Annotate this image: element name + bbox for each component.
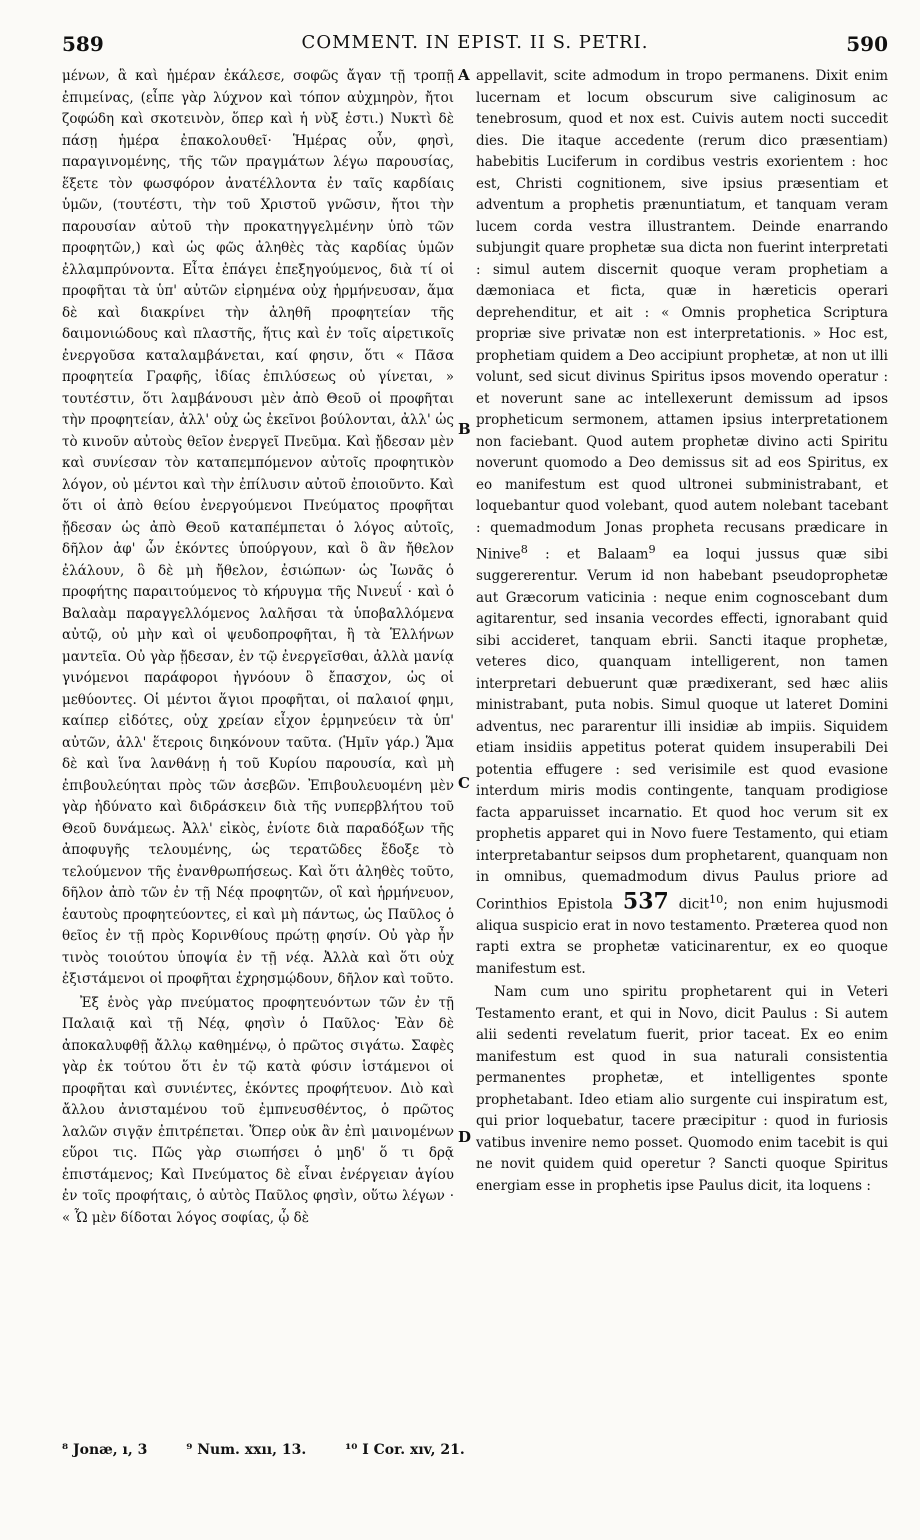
latin-text-column [476,66,888,1197]
page-number-left: 589 [62,32,104,56]
latin-paragraph: Nam cum uno spiritu prophetarent qui in Veteri Testamento erant, et qui in Novo, dicit Paulus : Si autem alii sedenti revelatum fuerit, prior taceat. Ex eo enim manifestum est quod in sua naturali consistentia permanentes prophetæ, et intelligentes sponte prophetabant. Ideo etiam alio surgente cui inspiratum est, qui prior loquebatur, tacere præcipitur : quod in furiosis vatibus invenire nemo posset. Quomodo enim tacebit is qui ne novit quidem quid operetur ? Sancti quoque Spiritus energiam esse in prophetis ipse Paulus dicit, ita loquens : [476,984,888,1194]
footnote: ⁸ Jonæ, ı, 3 [62,1442,148,1458]
footnotes [62,1442,888,1458]
greek-paragraph: μένων, ἃ καὶ ἡμέραν ἐκάλεσε, σοφῶς ἄγαν τῇ τροπῇ ἐπιμείνας, (εἶπε γὰρ λύχνον καὶ τόπον αὐχμηρὸν, ἤτοι ζοφώδη καὶ σκοτεινὸν, ὅπερ καὶ ἡ νὺξ ἐστι.) Νυκτὶ δὲ πάσῃ ἡμέρα ἐπακολουθεῖ· Ἡμέρας οὖν, φησὶ, παραγινομένης, τῆς τῶν πραγμάτων λέγω παρουσίας, ἕξετε τὸν φωσφόρον ἀνατέλλοντα ἐν ταῖς καρδίαις ὑμῶν, (τουτέστι, τὴν τοῦ Χριστοῦ γνῶσιν, ἤτοι τὴν παρουσίαν αὐτοῦ τὴν προκατηγγελμένην ὑπὸ τῶν προφητῶν,) καὶ ὡς φῶς ἀληθὲς τὰς καρδίας ὑμῶν ἐλλαμπρύνοντα. Εἶτα ἐπάγει ἐπεξηγούμενος, διὰ τί οἱ προφῆται τὰ ὑπ' αὐτῶν εἰρημένα οὐχ ἡρμήνευσαν, ἅμα δὲ καὶ διακρίνει τὴν ἀληθῆ προφητείαν τῆς δαιμονιώδους καὶ πλαστῆς, ἥτις καὶ ἐν τοῖς αἱρετικοῖς ἐνεργοῦσα καταλαμβάνεται, καί φησιν, ὅτι « Πᾶσα προφητεία Γραφῆς, ἰδίας ἐπιλύσεως οὐ γίνεται, » τουτέστιν, ὅτι λαμβάνουσι μὲν ἀπὸ Θεοῦ οἱ προφῆται τὴν προφητείαν, ἀλλ' οὐχ ὡς ἐκεῖνοι βούλονται, ἀλλ' ὡς τὸ κινοῦν αὐτοὺς θεῖον ἐνεργεῖ Πνεῦμα. Καὶ ᾔδεσαν μὲν καὶ συνίεσαν τὸν καταπεμπόμενον αὐτοῖς προφητικὸν λόγον, οὐ μέντοι καὶ τὴν ἐπίλυσιν αὐτοῦ ἐποιοῦντο. Καὶ ὅτι οἱ ἀπὸ θείου ἐνεργούμενοι Πνεύματος προφῆται ᾔδεσαν ὡς ἀπὸ Θεοῦ καταπέμπεται ὁ λόγος αὐτοῖς, δῆλον ἀφ' ὧν ἑκόντες ὑπούργουν, καὶ ὃ ἂν ἤθελον ἐλάλουν, ὃ δὲ μὴ ἤθελον, ἐσιώπων· ὡς Ἰωνᾶς ὁ προφήτης παραιτούμενος τὸ κήρυγμα τῆς Νινευΐ · καὶ ὁ Βαλαὰμ παραγγελλόμενος λαλῆσαι τὰ ὑποβαλλόμενα αὐτῷ, οὐ μὴν καὶ οἱ ψευδοπροφῆται, ἢ τὰ Ἑλλήνων μαντεῖα. Οὐ γὰρ ᾔδεσαν, ἐν τῷ ἐνεργεῖσθαι, ἀλλὰ μανίᾳ γινόμενοι παράφοροι ἠγνόουν ὃ ἔπασχον, ὡς οἱ μεθύοντες. Οἱ μέντοι ἅγιοι προφῆται, οἱ παλαιοί φημι, καίπερ εἰδότες, οὐχ χρείαν εἶχον ἑρμηνεύειν τὰ ὑπ' αὐτῶν, ἀλλ' ἕτεροις διηκόνουν ταῦτα. (Ἡμῖν γάρ.) Ἅμα δὲ καὶ ἵνα λανθάνῃ ἡ τοῦ Κυρίου παρουσία, καὶ μὴ ἐπιβουλεύηται πρὸς τῶν ἀσεβῶν. Ἐπιβουλευομένη μὲν γὰρ ἠδύνατο καὶ διδράσκειν διὰ τῆς νυπερβλήτου τοῦ Θεοῦ δυνάμεως. Ἀλλ' εἰκὸς, ἐνίοτε διὰ παραδόξων τῆς ἀποφυγῆς τελουμένης, ὡς τερατῶδες ἔδοξε τὸ τελούμενον τῆς ἐνανθρωπήσεως. Καὶ ὅτι ἀληθὲς τοῦτο, δῆλον ἀπὸ τῶν ἐν τῇ Νέᾳ προφητῶν, οἳ καὶ ἡρμήνευον, ἑαυτοὺς προφητεύοντες, εἰ καὶ μὴ πάντως, ὡς Παῦλος ὁ θεῖος ἐν τῇ πρὸς Κορινθίους πρώτῃ φησίν. Οὐ γὰρ ἦν τινὸς τοιούτου ὑποψία ἐν τῇ νέᾳ. Ἀλλὰ καὶ ὅτι οὐχ ἐξιστάμενοι οἱ προφῆται ἐχρησμῴδουν, δῆλον καὶ τοῦτο. [62,68,454,987]
footnote: ¹⁰ I Cor. xıv, 21. [345,1442,465,1458]
latin-paragraph [476,66,888,980]
footnote-ref: 10 [709,892,724,906]
margin-marker-d: D [458,1128,472,1146]
page-number-right: 590 [846,32,888,56]
greek-paragraph: Ἐξ ἑνὸς γὰρ πνεύματος προφητευόντων τῶν ἐν τῇ Παλαιᾷ καὶ τῇ Νέᾳ, φησὶν ὁ Παῦλος· Ἐὰν δὲ ἀποκαλυφθῇ ἄλλῳ καθημένῳ, ὁ πρῶτος σιγάτω. Σαφὲς γὰρ ἐκ τούτου ὅτι ἐν τῷ κατὰ φύσιν ἱστάμενοι οἱ προφῆται καὶ συνιέντες, ἑκόντες προφήτευον. Διὸ καὶ ἄλλου ἀνισταμένου τοῦ ἐμπνευσθέντος, ὁ πρῶτος λαλῶν σιγᾷν ἐπιτρέπεται. Ὅπερ οὐκ ἂν ἐπὶ μαινομένων εὕροι τις. Πῶς γὰρ σιωπήσει ὁ μηδ' ὅ τι δρᾷ ἐπιστάμενος; Καὶ Πνεύματος δὲ εἶναι ἐνέργειαν ἁγίου ἐν τοῖς προφήταις, ὁ αὐτὸς Παῦλος φησὶν, οὕτω λέγων · « Ὧ μὲν δίδοται λόγος σοφίας, ᾧ δὲ [62,994,454,1226]
margin-marker-c: C [458,774,470,792]
latin-text: ea loqui jussus quæ sibi suggererentur. Verum id non habebant pseudoprophetæ aut Græcorum vaticinia : neque enim cognoscebant dum agitarentur, sed insania vecordes effecti, ignorabant quid sibi accideret, tanquam ebrii. Sancti itaque prophetæ, veteres dico, quanquam intelligerent, non tamen interpretari debuerunt quæ prædixerant, sed hæc aliis ministrabant, puta nobis. Simul quoque ut lateret Domini adventus, nec pararentur illi insidiæ ab impiis. Siquidem etiam insidiis appetitus poterat quidem insuperabili Dei potentia effugere : sed verisimile est quod evasione interdum miris modis contingente, tanquam prodigiose facta apparuisset incarnatio. Et quod hoc verum sit ex prophetis apparet qui in Novo fuere Testamento, qui etiam interpretabantur seipsos dum prophetarent, quanquam non in omnibus, quemadmodum divus Paulus priore ad Corinthios Epistola [476,546,888,912]
running-header [62,32,888,62]
greek-text-column [62,66,454,1229]
latin-text: ; non enim hujusmodi aliqua suspicio erat in novo testamento. Præterea quod non rapti extra se prophetæ vaticinarentur, ex eo quoque manifestum est. [476,896,888,977]
footnote: ⁹ Num. xxıı, 13. [186,1442,307,1458]
latin-text: : et Balaam [527,546,649,563]
latin-text: dicit [668,896,709,912]
latin-text: appellavit, scite admodum in tropo permanens. Dixit enim lucernam et locum obscurum sive caliginosum ac tenebrosum, quod et nox est. Cuivis autem nocti succedit dies. Die itaque accedente (rerum dico præsentiam) habebitis Luciferum in cordibus vestris exorientem : hoc est, Christi cognitionem, sive ipsius præsentiam et adventum a prophetis prænuntiatum, et tanquam veram lucem corda vestra illustrantem. Deinde enarrando subjungit quare prophetæ sua dicta non fuerint interpretati : simul autem discernit quoque veram prophetiam a dæmoniaca et ficta, quæ in hæreticis operari deprehenditur, et ait : « Omnis prophetica Scriptura propriæ sive privatæ non est interpretationis. » Hoc est, prophetiam quidem a Deo accipiunt prophetæ, at non ut illi volunt, sed sicut divinus Spiritus ipsos movendo operatur : et noverunt sane ac intellexerunt demissum ad ipsos propheticum sermonem, attamen ipsius interpretationem non faciebant. Quod autem prophetæ divino acti Spiritu noverunt quomodo a Deo demissus sit ad eos Spiritus, ex eo manifestum est quod ultronei subministrabant, et loquebantur quod volebant, quod autem nolebant tacebant : quemadmodum Jonas propheta recusans prædicare in Ninive [476,68,888,563]
column-number: 537 [622,888,669,914]
margin-marker-a: A [458,66,470,84]
margin-marker-b: B [458,420,471,438]
footnote-ref: 9 [648,543,656,556]
footnote-ref: 8 [520,543,528,556]
running-title: COMMENT. IN EPIST. II S. PETRI. [301,32,649,53]
